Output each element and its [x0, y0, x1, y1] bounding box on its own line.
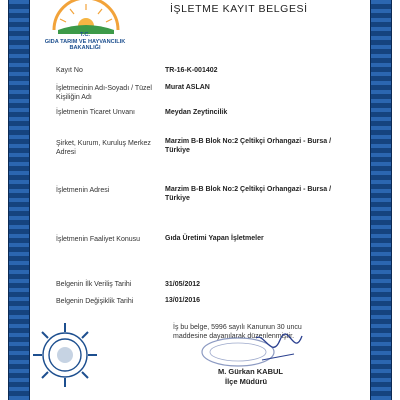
field-value-trade-name: Meydan Zeytincilik — [165, 109, 228, 116]
signatory-title: İlçe Müdürü — [225, 377, 268, 386]
signatory-name: M. Gürkan KABUL — [218, 367, 284, 376]
field-label-trade-name: İşletmenin Ticaret Unvanı — [56, 109, 135, 116]
field-label-issue-date: Belgenin İlk Veriliş Tarihi — [56, 281, 132, 288]
field-value-business-address: Marzim B-B Blok No:2 Çeltikçi Orhangazi - Bursa / Türkiye — [165, 186, 332, 202]
field-label-hq-address: Şirket, Kurum, Kuruluş Merkez Adresi — [56, 140, 151, 156]
field-value-activity: Gıda Üretimi Yapan İşletmeler — [165, 235, 264, 242]
field-value-hq-address: Marzim B-B Blok No:2 Çeltikçi Orhangazi - Bursa / Türkiye — [165, 138, 332, 154]
logo-caption-line2: GIDA TARIM VE HAYVANCILIK — [44, 38, 126, 45]
field-value-registration-no: TR-16-K-001402 — [165, 67, 218, 74]
logo-caption-line1: T.C. — [80, 32, 90, 38]
document-title: İŞLETME KAYIT BELGESİ — [170, 3, 308, 15]
signature-stamp — [198, 330, 308, 370]
official-seal — [30, 320, 100, 390]
field-value-change-date: 13/01/2016 — [165, 297, 201, 304]
field-value-issue-date: 31/05/2012 — [165, 281, 201, 288]
right-decorative-border — [370, 0, 392, 400]
field-label-change-date: Belgenin Değişiklik Tarihi — [56, 298, 134, 305]
logo-caption — [40, 32, 130, 52]
field-value-operator-name: Murat ASLAN — [165, 84, 210, 91]
legal-note-line2: maddesine dayanılarak düzenlenmiştir. — [173, 333, 295, 340]
legal-note-line1: İş bu belge, 5996 sayılı Kanunun 30 uncu — [173, 324, 302, 331]
field-label-activity: İşletmenin Faaliyet Konusu — [56, 236, 141, 243]
field-label-business-address: İşletmenin Adresi — [56, 187, 110, 194]
logo-caption-line3: BAKANLIĞI — [69, 45, 101, 51]
field-label-registration-no: Kayıt No — [56, 67, 83, 74]
left-decorative-border — [8, 0, 30, 400]
field-label-operator-name: İşletmecinin Adı-Soyadı / Tüzel Kişiliğin Adı — [56, 85, 152, 101]
